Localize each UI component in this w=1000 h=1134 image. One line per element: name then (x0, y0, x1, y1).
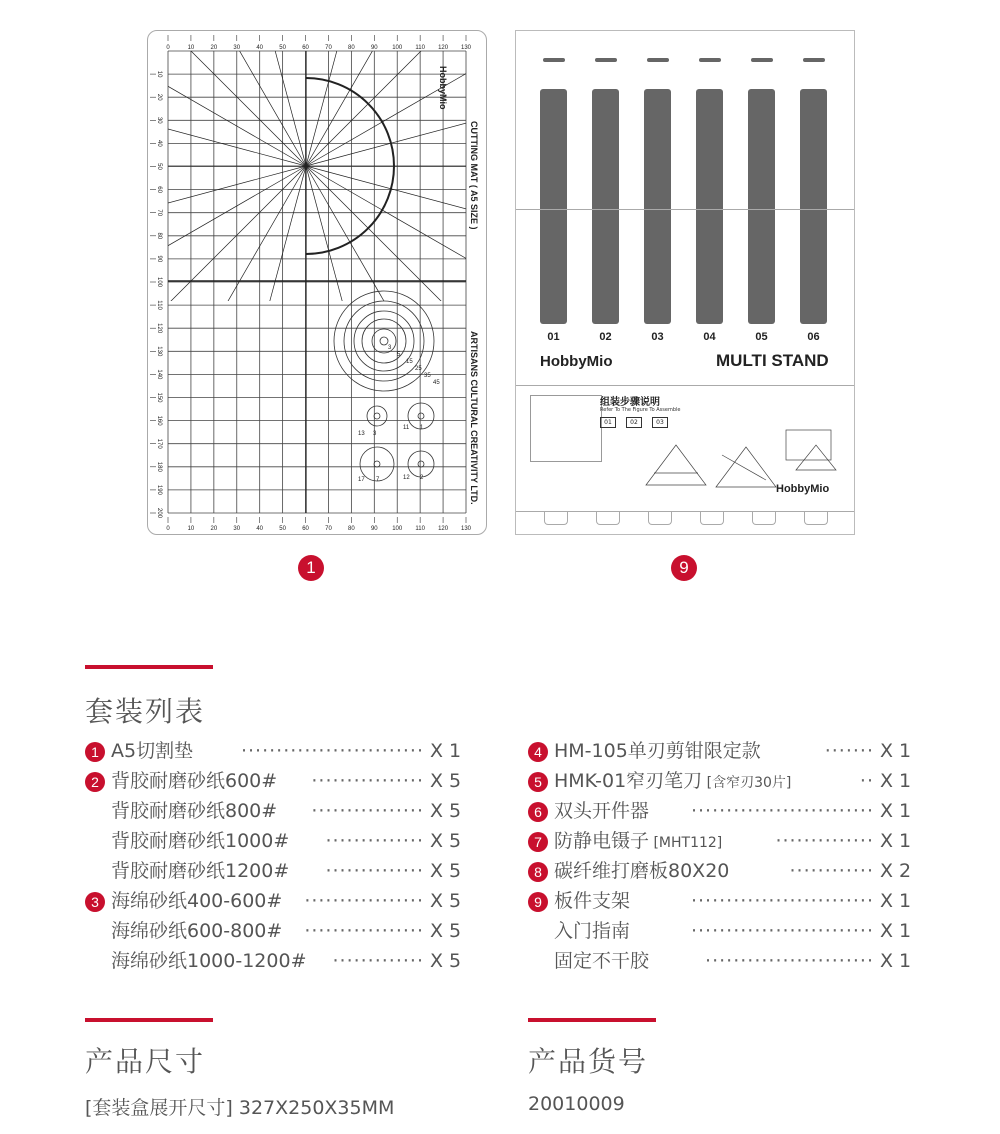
kit-item-qty: X 1 (430, 740, 462, 762)
mat-bottom-ruler-label: 100 (392, 526, 403, 532)
stand-title: MULTI STAND (716, 351, 829, 370)
kit-item-qty: X 5 (430, 800, 462, 822)
kit-item-dots: ·························· (240, 740, 424, 762)
slot-dash (647, 58, 669, 62)
kit-item-badge (85, 922, 105, 942)
mat-side-ruler-label: 40 (156, 140, 162, 147)
mat-ray (239, 166, 306, 417)
mat-side-ruler-label: 180 (156, 461, 162, 472)
kit-item-dots: ················· (304, 920, 424, 942)
kit-item-dots: ·························· (690, 800, 874, 822)
size-value: [套装盒展开尺寸] 327X250X35MM (85, 1097, 395, 1119)
mat-side-ruler-label: 20 (156, 93, 162, 101)
sku-value: 20010009 (528, 1093, 625, 1115)
mat-top-ruler-label: 110 (415, 45, 425, 51)
mat-small-circle-label: 2 (420, 475, 424, 481)
kit-item-badge: 8 (528, 862, 548, 882)
slot-label: 04 (703, 331, 716, 343)
guide-step: 02 (626, 417, 642, 428)
mat-bottom-ruler-label: 110 (415, 526, 425, 532)
kit-item-qty: X 5 (430, 770, 462, 792)
mat-side-ruler-label: 140 (156, 369, 162, 380)
guide-subtitle: Refer To The Figure To Assemble (600, 407, 681, 413)
kit-item-dots: ·························· (690, 920, 874, 942)
sku-heading: 产品货号 (528, 1045, 649, 1078)
mat-small-circle-center (418, 461, 424, 467)
mat-circle-label: 45 (433, 380, 440, 386)
mat-target-center (380, 337, 388, 345)
mat-top-ruler-label: 40 (256, 45, 264, 51)
kit-item-name: 防静电镊子 (554, 830, 650, 852)
kit-item-dots: ················· (304, 890, 424, 912)
kit-item-name: 背胶耐磨砂纸600# (111, 770, 278, 792)
kit-item-name: 固定不干胶 (554, 950, 650, 972)
kit-item-name: 海绵砂纸400-600# (111, 890, 283, 912)
kit-item-qty: X 1 (880, 740, 912, 762)
size-heading-bar (85, 1018, 213, 1022)
mat-ray (306, 166, 436, 391)
mat-top-ruler-label: 50 (279, 45, 286, 51)
mat-top-ruler-label: 130 (460, 45, 472, 51)
slot-bar (644, 89, 671, 324)
mat-bottom-ruler-label: 130 (460, 526, 472, 532)
kit-item-qty: X 1 (880, 920, 912, 942)
kit-item (528, 737, 928, 765)
slot-label: 02 (599, 331, 612, 343)
mat-side-ruler-label: 90 (156, 255, 162, 263)
mat-circle-label: 25 (415, 366, 422, 372)
stand-tab (596, 512, 620, 525)
kit-item (85, 947, 485, 975)
kit-item-dots: ················ (311, 800, 424, 822)
kit-item-badge: 3 (85, 892, 105, 912)
mat-side-ruler-label: 150 (156, 392, 162, 403)
mat-ray (306, 166, 486, 233)
slot-bar (748, 89, 775, 324)
mat-ray (306, 99, 486, 166)
mat-circle-label: 5 (397, 352, 401, 358)
kit-item-name: 海绵砂纸1000-1200# (111, 950, 307, 972)
kit-item (528, 827, 928, 855)
mat-small-circle-center (374, 413, 380, 419)
cutting-mat-drawing (148, 31, 486, 534)
kit-item (528, 797, 928, 825)
kit-item-qty: X 1 (880, 770, 912, 792)
mat-small-circle (360, 447, 394, 481)
mat-target-circle (372, 329, 396, 353)
kit-item-qty: X 1 (880, 830, 912, 852)
kit-item-badge: 6 (528, 802, 548, 822)
mat-target-circle (344, 301, 424, 381)
mat-small-circle (408, 451, 434, 477)
guide-thumbnail (530, 395, 602, 462)
mat-bottom-ruler-label: 80 (348, 526, 355, 532)
mat-small-circle-label: 11 (403, 425, 410, 431)
kit-item-badge (528, 952, 548, 972)
guide-brand: HobbyMio (776, 483, 830, 495)
mat-circle-label: 35 (424, 373, 431, 379)
kit-item-qty: X 5 (430, 860, 462, 882)
cutting-mat-image (147, 30, 487, 535)
cutting-mat-badge: 1 (298, 555, 324, 581)
mat-bottom-ruler-label: 70 (325, 526, 332, 532)
stand-tab (752, 512, 776, 525)
slot-bar (696, 89, 723, 324)
mat-vertical-company: ARTISANS CULTURAL CREATIVITY LTD. (469, 331, 479, 505)
multi-stand-badge: 9 (671, 555, 697, 581)
kit-item-name: HM-105单刃剪钳限定款 (554, 740, 761, 762)
kit-item-qty: X 5 (430, 920, 462, 942)
kit-item (528, 947, 928, 975)
mat-bottom-ruler-label: 20 (210, 526, 218, 532)
slot-dash (543, 58, 565, 62)
guide-step: 03 (652, 417, 668, 428)
kit-item-name: 板件支架 (554, 890, 631, 912)
mat-bottom-ruler-label: 50 (279, 526, 286, 532)
kit-heading-bar (85, 665, 213, 669)
mat-side-ruler-label: 160 (156, 415, 162, 426)
mat-side-ruler-label: 30 (156, 116, 162, 124)
kit-item-qty: X 5 (430, 830, 462, 852)
mat-circle-label: 15 (406, 359, 413, 365)
slot-label: 06 (807, 331, 820, 343)
mat-bottom-ruler-label: 120 (438, 526, 449, 532)
sku-heading-bar (528, 1018, 656, 1022)
stand-tab (648, 512, 672, 525)
mat-top-ruler-label: 80 (348, 45, 355, 51)
kit-item-qty: X 1 (880, 950, 912, 972)
kit-item-dots: ············· (332, 950, 424, 972)
kit-item-name: A5切割垫 (111, 740, 194, 762)
kit-heading: 套装列表 (85, 695, 206, 728)
mat-top-ruler-label: 90 (370, 45, 378, 51)
mat-ray (306, 166, 373, 417)
kit-item-badge (85, 802, 105, 822)
stand-tab (804, 512, 828, 525)
mat-small-circle-label: 13 (358, 431, 365, 437)
kit-item-dots: ························ (705, 950, 874, 972)
kit-item-dots: ·············· (325, 860, 424, 882)
mat-small-circle-label: 1 (420, 425, 424, 431)
mat-side-ruler-label: 100 (156, 276, 162, 288)
kit-item-qty: X 2 (880, 860, 912, 882)
guide-step: 01 (600, 417, 616, 428)
mat-bottom-ruler-label: 0 (166, 526, 170, 532)
mat-small-circle-label: 7 (376, 477, 380, 483)
mat-top-ruler-label: 10 (187, 45, 195, 51)
mat-side-ruler-label: 80 (156, 232, 162, 240)
kit-item-badge (85, 952, 105, 972)
kit-item-qty: X 1 (880, 890, 912, 912)
mat-bottom-ruler-label: 90 (370, 526, 378, 532)
kit-item-dots: ·· (859, 770, 874, 792)
mat-vertical-title: CUTTING MAT ( A5 SIZE ) (469, 121, 479, 230)
mat-side-ruler-label: 170 (156, 438, 162, 449)
mat-small-circle (367, 406, 387, 426)
kit-item-badge (85, 832, 105, 852)
mat-bottom-ruler-label: 30 (233, 526, 241, 532)
mat-brand: HobbyMio (438, 66, 448, 110)
guide-title: 组装步骤说明 (600, 397, 660, 408)
mat-bottom-ruler-label: 60 (302, 526, 309, 532)
multi-stand-image (515, 30, 855, 535)
kit-item (85, 857, 485, 885)
kit-item-name: 入门指南 (554, 920, 631, 942)
slot-dash (803, 58, 825, 62)
mat-small-circle-label: 3 (373, 431, 377, 437)
mat-side-ruler-label: 50 (156, 163, 162, 170)
slot-dash (751, 58, 773, 62)
slot-dash (595, 58, 617, 62)
mat-ray (306, 36, 486, 166)
kit-item (528, 887, 928, 915)
kit-item-dots: ·············· (325, 830, 424, 852)
mat-side-ruler-label: 120 (156, 323, 162, 334)
mat-target-circle (334, 291, 434, 391)
kit-item (85, 827, 485, 855)
kit-item-badge: 4 (528, 742, 548, 762)
mat-bottom-ruler-label: 40 (256, 526, 264, 532)
mat-side-ruler-label: 110 (156, 300, 162, 310)
kit-item (528, 767, 928, 795)
mat-small-circle-label: 17 (358, 477, 365, 483)
kit-item (85, 767, 485, 795)
mat-top-ruler-label: 100 (392, 45, 403, 51)
kit-item-badge: 7 (528, 832, 548, 852)
mat-side-ruler-label: 70 (156, 209, 162, 217)
slot-dash (699, 58, 721, 62)
kit-item-badge (528, 922, 548, 942)
slot-label: 05 (755, 331, 768, 343)
mat-top-ruler-label: 30 (233, 45, 241, 51)
kit-item-name: 双头开件器 (554, 800, 650, 822)
kit-item-dots: ·············· (775, 830, 874, 852)
mat-small-circle-label: 12 (403, 475, 410, 481)
mat-side-ruler-label: 200 (156, 507, 162, 519)
kit-item-name: 背胶耐磨砂纸1000# (111, 830, 290, 852)
kit-item-qty: X 5 (430, 950, 462, 972)
stand-section-line (516, 385, 854, 386)
mat-side-ruler-label: 10 (156, 70, 162, 78)
stand-divider (516, 209, 854, 210)
slot-bar (592, 89, 619, 324)
kit-item-badge: 5 (528, 772, 548, 792)
kit-item (85, 887, 485, 915)
kit-item (528, 917, 928, 945)
mat-small-circle-center (374, 461, 380, 467)
kit-item-dots: ······· (824, 740, 874, 762)
kit-item-qty: X 1 (880, 800, 912, 822)
kit-item-name: 海绵砂纸600-800# (111, 920, 283, 942)
mat-circle-label: 3 (388, 345, 392, 351)
kit-item-badge: 1 (85, 742, 105, 762)
kit-item-name: HMK-01窄刃笔刀 (554, 770, 703, 792)
mat-bottom-ruler-label: 10 (187, 526, 195, 532)
kit-item-name: 碳纤维打磨板80X20 (554, 860, 730, 882)
slot-label: 01 (547, 331, 560, 343)
mat-target-circle (354, 311, 414, 371)
mat-side-ruler-label: 60 (156, 186, 162, 193)
kit-item-name: 背胶耐磨砂纸1200# (111, 860, 290, 882)
slot-bar (800, 89, 827, 324)
mat-side-ruler-label: 190 (156, 484, 162, 495)
mat-top-ruler-label: 70 (325, 45, 332, 51)
kit-item-badge: 2 (85, 772, 105, 792)
kit-item (85, 917, 485, 945)
kit-item-dots: ················ (311, 770, 424, 792)
mat-top-ruler-label: 120 (438, 45, 449, 51)
kit-item-badge: 9 (528, 892, 548, 912)
stand-tab (544, 512, 568, 525)
kit-item-dots: ············ (789, 860, 874, 882)
mat-ray (306, 166, 486, 296)
mat-top-ruler-label: 20 (210, 45, 218, 51)
mat-ray (176, 166, 306, 391)
size-heading: 产品尺寸 (85, 1045, 206, 1078)
slot-label: 03 (651, 331, 664, 343)
kit-item (85, 797, 485, 825)
mat-top-ruler-label: 0 (166, 45, 170, 51)
kit-item-dots: ·························· (690, 890, 874, 912)
kit-item-badge (85, 862, 105, 882)
mat-small-circle-center (418, 413, 424, 419)
slot-bar (540, 89, 567, 324)
kit-item-qty: X 5 (430, 890, 462, 912)
kit-item (85, 737, 485, 765)
kit-item-note: [MHT112] (649, 835, 723, 851)
stand-tab (700, 512, 724, 525)
kit-item (528, 857, 928, 885)
kit-item-note: [含窄刃30片] (702, 775, 792, 791)
kit-item-name: 背胶耐磨砂纸800# (111, 800, 278, 822)
stand-brand: HobbyMio (540, 353, 613, 370)
mat-top-ruler-label: 60 (302, 45, 309, 51)
mat-side-ruler-label: 130 (156, 346, 162, 357)
